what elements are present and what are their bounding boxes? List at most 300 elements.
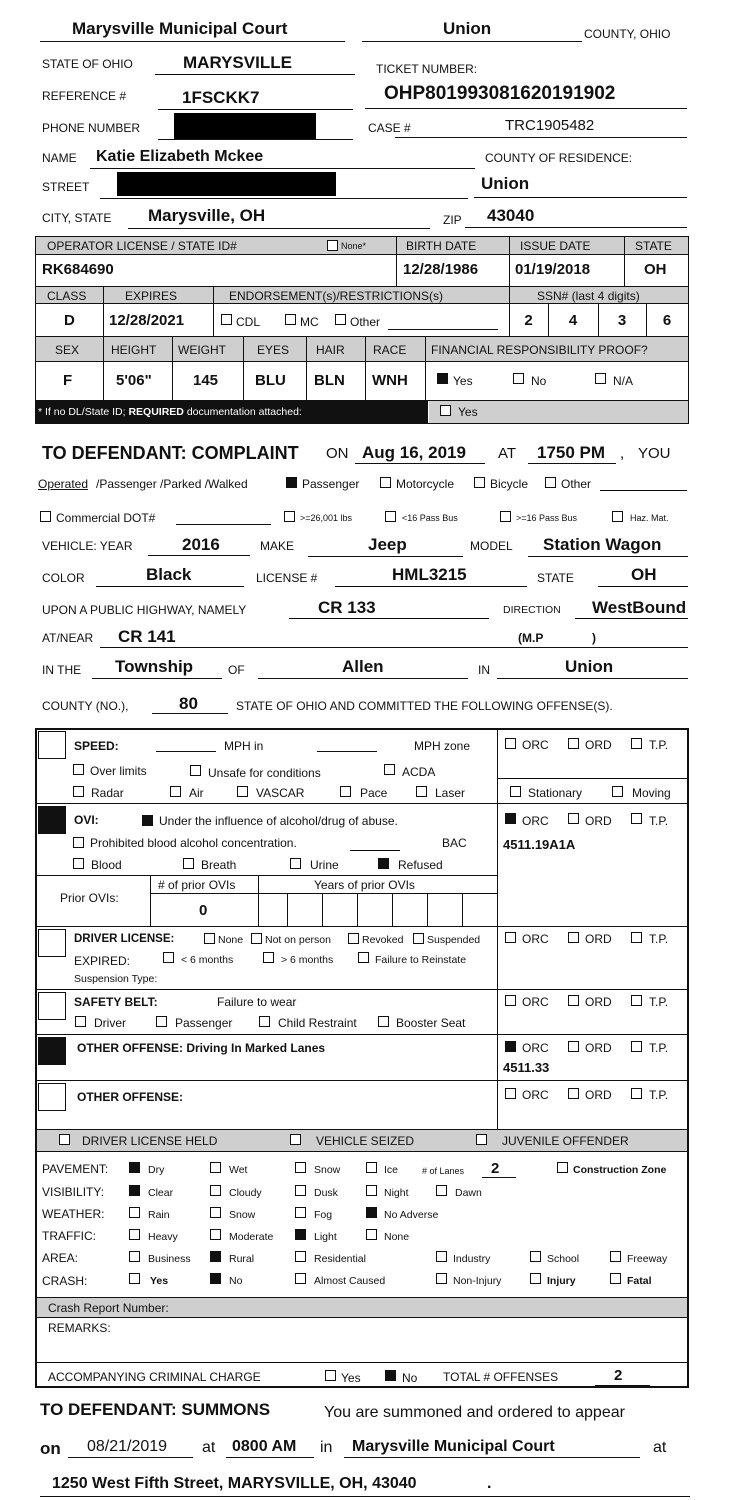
highway-label: UPON A PUBLIC HIGHWAY, NAMELY [42,603,247,617]
radar-checkbox[interactable] [73,786,84,797]
speed-orc: ORC [522,738,549,752]
name-value: Katie Elizabeth Mckee [96,148,264,165]
mph-zone-label: MPH zone [414,739,471,753]
summons-text: You are summoned and ordered to appear [324,1404,625,1421]
weight-value: 145 [193,372,219,389]
summons-date: 08/21/2019 [87,1438,168,1455]
total-offenses-label: TOTAL # OFFENSES [443,1370,559,1384]
direction-value: WestBound [592,598,687,617]
passenger-label: Passenger [302,477,360,491]
school-checkbox[interactable] [530,1251,541,1262]
suspension-type-label: Suspension Type: [74,973,158,985]
ovi-tp-checkbox[interactable] [631,813,642,824]
urine-label: Urine [310,858,339,872]
make-label: MAKE [260,539,295,553]
color-label: COLOR [42,571,85,585]
cloudy-label: Cloudy [229,1187,262,1199]
light-label: Light [314,1231,337,1243]
eyes-label: EYES [257,343,290,357]
other2-orc-checkbox[interactable] [505,1088,516,1099]
zip-label: ZIP [443,213,462,227]
dl-not-on-person-label: Not on person [265,934,331,946]
accompanying-yes-checkbox[interactable] [325,1370,336,1381]
cdl-label: CDL [236,315,261,329]
other1-orc-checkbox[interactable] [505,1041,516,1052]
haz-checkbox[interactable] [612,511,623,522]
accompanying-no-checkbox[interactable] [385,1370,396,1381]
other1-tp: T.P. [649,1041,669,1055]
fin-yes-checkbox[interactable] [437,373,448,384]
belt-tp: T.P. [649,995,669,1009]
fatal-checkbox[interactable] [610,1273,621,1284]
failure-wear-label: Failure to wear [217,995,297,1009]
moving-checkbox[interactable] [612,786,623,797]
dusk-label: Dusk [314,1187,338,1199]
vascar-label: VASCAR [256,786,305,800]
juvenile-checkbox[interactable] [476,1134,487,1145]
dl-none-checkbox[interactable] [204,933,215,944]
belt-ord-checkbox[interactable] [568,995,579,1006]
urine-checkbox[interactable] [290,858,301,869]
city-state-value: Marysville, OH [148,206,266,225]
eyes-value: BLU [255,372,286,389]
fin-no-checkbox[interactable] [513,373,524,384]
rain-checkbox[interactable] [129,1207,140,1218]
crash-no-checkbox[interactable] [210,1273,221,1284]
issue-date-label: ISSUE DATE [520,239,591,253]
fin-na-label: N/A [613,374,634,388]
license-held-checkbox[interactable] [59,1134,70,1145]
mp-close: ) [592,631,596,645]
weather-snow-checkbox[interactable] [210,1207,221,1218]
stationary-label: Stationary [528,786,583,800]
ssn-digit-2: 4 [568,312,578,329]
over-limits-label: Over limits [90,764,147,778]
injury-label: Injury [547,1275,576,1287]
ovi-label: OVI: [74,813,99,827]
other2-tp: T.P. [649,1088,669,1102]
other-endorse-checkbox[interactable] [335,314,346,325]
belt-passenger-label: Passenger [175,1016,233,1030]
unsafe-label: Unsafe for conditions [208,766,321,780]
other1-orc: ORC [522,1041,549,1055]
license-plate-label: LICENSE # [256,571,318,585]
radar-label: Radar [91,786,124,800]
belt-ord: ORD [585,995,612,1009]
issue-date: 01/19/2018 [515,261,591,278]
dl-revoked-label: Revoked [362,934,404,946]
other2-tp-checkbox[interactable] [631,1088,642,1099]
snow-pavement-checkbox[interactable] [295,1162,306,1173]
license-held-label: DRIVER LICENSE HELD [82,1134,218,1148]
other-code-1: 4511.33 [503,1060,550,1075]
unsafe-checkbox[interactable] [190,765,201,776]
injury-checkbox[interactable] [530,1273,541,1284]
bac-label: BAC [442,836,467,850]
belt-orc-checkbox[interactable] [505,995,516,1006]
ice-checkbox[interactable] [366,1162,377,1173]
committed-text: STATE OF OHIO AND COMMITTED THE FOLLOWING OFFENSE(S). [236,699,613,713]
name-label: NAME [42,151,77,165]
license-number: RK684690 [42,261,114,278]
mp-label: (M.P [518,631,544,645]
lbs-checkbox[interactable] [284,511,295,522]
stationary-checkbox[interactable] [510,786,521,797]
belt-driver-label: Driver [94,1016,126,1030]
complaint-date: Aug 16, 2019 [362,443,466,462]
height-label: HEIGHT [111,343,157,357]
weight-label: WEIGHT [178,343,226,357]
accompanying-label: ACCOMPANYING CRIMINAL CHARGE [48,1370,261,1384]
belt-tp-checkbox[interactable] [631,995,642,1006]
residential-label: Residential [314,1253,366,1265]
direction-label: DIRECTION [503,604,561,616]
mph-in-label: MPH in [224,739,264,753]
vehicle-seized-checkbox[interactable] [290,1134,301,1145]
rural-checkbox[interactable] [210,1251,221,1262]
moderate-label: Moderate [229,1231,274,1243]
non-injury-label: Non-Injury [453,1275,502,1287]
expires-label: EXPIRES [125,289,178,303]
other1-tp-checkbox[interactable] [631,1041,642,1052]
speed-label: SPEED: [74,739,119,753]
fin-no-label: No [531,374,547,388]
traffic-none-label: None [384,1231,410,1243]
crash-label: CRASH: [42,1274,88,1288]
street-label: STREET [42,180,90,194]
belt-driver-checkbox[interactable] [75,1016,86,1027]
motorcycle-label: Motorcycle [396,477,455,491]
case-value: TRC1905482 [505,117,595,134]
booster-seat-checkbox[interactable] [378,1016,389,1027]
construction-label: Construction Zone [573,1164,667,1176]
failure-reinstate-checkbox[interactable] [358,952,369,963]
wet-checkbox[interactable] [210,1162,221,1173]
crash-yes-label: Yes [150,1275,169,1287]
license-table [35,236,689,424]
safety-belt-offense-box[interactable] [38,992,66,1020]
crash-no-label: No [229,1275,243,1287]
lt16-checkbox[interactable] [385,511,396,522]
no-adverse-label: No Adverse [384,1209,439,1221]
refused-checkbox[interactable] [378,858,389,869]
complaint-you: YOU [638,445,671,462]
mc-label: MC [300,315,319,329]
ge16-label: >=16 Pass Bus [516,513,578,523]
plate-state-label: STATE [537,571,574,585]
traffic-label: TRAFFIC: [42,1229,96,1243]
class-label: CLASS [47,289,87,303]
ovi-ord-checkbox[interactable] [568,813,579,824]
rural-label: Rural [229,1253,255,1265]
expired-label: EXPIRED: [74,954,131,968]
license-none-checkbox[interactable] [327,240,338,251]
blood-checkbox[interactable] [73,858,84,869]
cloudy-checkbox[interactable] [210,1185,221,1196]
dl-tp: T.P. [649,932,669,946]
sex-value: F [63,372,73,389]
of-label: OF [228,663,245,677]
birth-date-label: BIRTH DATE [406,239,477,253]
court-address: 1250 West Fifth Street, MARYSVILLE, OH, 43040 [52,1475,417,1492]
motorcycle-checkbox[interactable] [380,477,391,488]
passenger-checkbox[interactable] [286,477,297,488]
bicycle-label: Bicycle [490,477,529,491]
reference-label: REFERENCE # [42,89,127,103]
residential-checkbox[interactable] [295,1251,306,1262]
other-offense-2-label: OTHER OFFENSE: [77,1090,184,1104]
class-value: D [64,312,75,329]
crash-report-label: Crash Report Number: [48,1301,169,1315]
county-no-label: COUNTY (NO.), [42,699,129,713]
child-restraint-label: Child Restraint [278,1016,357,1030]
complaint-at: AT [498,445,517,462]
acda-label: ACDA [402,765,436,779]
light-checkbox[interactable] [295,1229,306,1240]
speed-ord: ORD [585,738,612,752]
rain-label: Rain [148,1209,170,1221]
ovi-tp: T.P. [649,814,669,828]
complaint-time: 1750 PM [537,443,606,462]
operator-license-label: OPERATOR LICENSE / STATE ID# [47,239,237,253]
vehicle-year-label: VEHICLE: YEAR [42,539,133,553]
total-offenses: 2 [614,1367,623,1384]
license-none-label: None* [341,241,367,251]
vehicle-seized-label: VEHICLE SEIZED [316,1134,415,1148]
acda-checkbox[interactable] [384,764,395,775]
summons-in: in [320,1439,333,1456]
in-label: IN [478,663,490,677]
summons-court: Marysville Municipal Court [352,1438,555,1455]
other2-orc: ORC [522,1088,549,1102]
other1-ord-checkbox[interactable] [568,1041,579,1052]
other2-ord: ORD [585,1088,612,1102]
bicycle-checkbox[interactable] [474,477,485,488]
laser-checkbox[interactable] [416,786,427,797]
lbs-label: >=26,001 lbs [300,513,353,523]
failure-reinstate-label: Failure to Reinstate [375,954,467,966]
summons-time: 0800 AM [232,1438,297,1455]
crash-yes-checkbox[interactable] [129,1273,140,1284]
dawn-checkbox[interactable] [436,1185,447,1196]
speed-ord-checkbox[interactable] [568,738,579,749]
fog-checkbox[interactable] [295,1207,306,1218]
ovi-offense-box[interactable] [38,806,66,834]
lt6-checkbox[interactable] [163,952,174,963]
lt6-label: < 6 months [181,954,234,966]
ovi-prohibited-label: Prohibited blood alcohol concentration. [90,836,297,850]
cdl-checkbox[interactable] [221,314,232,325]
of-value: Allen [342,657,384,676]
other-vehicle-checkbox[interactable] [545,477,556,488]
pace-label: Pace [360,786,388,800]
lanes-label: # of Lanes [422,1166,465,1176]
construction-checkbox[interactable] [557,1162,568,1173]
dl-ord-checkbox[interactable] [568,932,579,943]
fog-label: Fog [314,1209,333,1221]
county-residence-value: Union [481,174,530,193]
business-checkbox[interactable] [129,1251,140,1262]
moderate-checkbox[interactable] [210,1229,221,1240]
lt16-label: <16 Pass Bus [402,513,458,523]
state-label: STATE OF OHIO [42,57,133,71]
belt-orc: ORC [522,995,549,1009]
dawn-label: Dawn [455,1187,482,1199]
dl-suspended-label: Suspended [427,934,481,946]
accompanying-no-label: No [402,1371,418,1385]
gt6-checkbox[interactable] [263,952,274,963]
county-no: 80 [179,694,198,713]
ge16-checkbox[interactable] [500,511,511,522]
township-value: Township [115,657,194,676]
booster-seat-label: Booster Seat [396,1016,466,1030]
zip-value: 43040 [487,206,535,225]
ovi-influence-label: Under the influence of alcohol/drug of abuse. [159,814,398,828]
non-injury-checkbox[interactable] [436,1273,447,1284]
over-limits-checkbox[interactable] [73,764,84,775]
blood-label: Blood [91,858,122,872]
night-checkbox[interactable] [366,1185,377,1196]
in-value: Union [565,657,614,676]
hair-value: BLN [314,372,345,389]
summons-on: on [40,1439,61,1458]
vascar-checkbox[interactable] [237,786,248,797]
ticket-number: OHP801993081620191902 [384,83,616,104]
heavy-checkbox[interactable] [129,1229,140,1240]
ssn-label: SSN# (last 4 digits) [537,289,640,303]
lanes-value: 2 [491,1160,500,1177]
num-prior-label: # of prior OVIs [158,878,236,892]
other2-ord-checkbox[interactable] [568,1088,579,1099]
ovi-prohibited-checkbox[interactable] [73,837,84,848]
endorsement-label: ENDORSEMENT(s)/RESTRICTIONS(s) [229,289,443,303]
court-name: Marysville Municipal Court [72,19,288,38]
county-residence-label: COUNTY OF RESIDENCE: [485,151,633,165]
county-value: Union [443,19,492,38]
belt-passenger-checkbox[interactable] [156,1016,167,1027]
complaint-comma: , [620,445,625,462]
commercial-checkbox[interactable] [40,511,51,522]
dl-orc-checkbox[interactable] [505,932,516,943]
complaint-title: TO DEFENDANT: COMPLAINT [42,443,299,463]
speed-tp-checkbox[interactable] [631,738,642,749]
industry-label: Industry [453,1253,491,1265]
speed-orc-checkbox[interactable] [505,738,516,749]
ovi-influence-checkbox[interactable] [142,815,153,826]
footnote-yes-checkbox[interactable] [440,405,451,416]
other-offense-1-label: OTHER OFFENSE: Driving In Marked Lanes [77,1041,326,1055]
complaint-on: ON [326,445,349,462]
accompanying-yes-label: Yes [341,1371,361,1385]
school-label: School [547,1253,580,1265]
fin-na-checkbox[interactable] [595,373,606,384]
dl-revoked-checkbox[interactable] [348,933,359,944]
plate-state: OH [631,565,657,584]
footnote-yes-label: Yes [458,405,478,419]
breath-label: Breath [201,858,237,872]
highway-value: CR 133 [318,598,376,617]
visibility-label: VISIBILITY: [42,1185,105,1199]
redacted-phone [174,113,316,139]
juvenile-label: JUVENILE OFFENDER [502,1134,629,1148]
years-prior-label: Years of prior OVIs [314,878,415,892]
breath-checkbox[interactable] [183,858,194,869]
fatal-label: Fatal [627,1275,652,1287]
air-label: Air [189,786,204,800]
race-label: RACE [373,343,407,357]
model-label: MODEL [470,539,513,553]
traffic-none-checkbox[interactable] [366,1229,377,1240]
redacted-street [117,172,336,196]
financial-responsibility-label: FINANCIAL RESPONSIBILITY PROOF? [431,343,648,357]
license-plate: HML3215 [392,565,467,584]
ssn-digit-4: 6 [662,312,672,329]
license-state: OH [644,261,667,278]
freeway-checkbox[interactable] [610,1251,621,1262]
atnear-label: AT/NEAR [42,631,94,645]
expires-value: 12/28/2021 [109,312,185,329]
dusk-checkbox[interactable] [295,1185,306,1196]
reference-value: 1FSCKK7 [182,88,260,107]
pace-checkbox[interactable] [340,786,351,797]
almost-caused-checkbox[interactable] [295,1273,306,1284]
child-restraint-checkbox[interactable] [259,1016,270,1027]
dl-tp-checkbox[interactable] [631,932,642,943]
dl-not-on-person-checkbox[interactable] [251,933,262,944]
ovi-orc-checkbox[interactable] [505,813,516,824]
refused-label: Refused [398,858,443,872]
county-label: COUNTY, OHIO [584,27,671,41]
city-value: MARYSVILLE [183,53,292,72]
vehicle-model: Station Wagon [543,535,662,554]
state-col-label: STATE [635,239,672,253]
dry-checkbox[interactable] [129,1162,140,1173]
race-value: WNH [372,372,408,389]
summons-title: TO DEFENDANT: SUMMONS [40,1400,271,1419]
footnote-text: * If no DL/State ID; REQUIRED documentation attached: [38,406,302,418]
no-adverse-checkbox[interactable] [366,1207,377,1218]
address-period: . [487,1475,492,1492]
clear-checkbox[interactable] [129,1185,140,1196]
mc-checkbox[interactable] [285,314,296,325]
other-offense-2-box[interactable] [38,1083,66,1111]
other-endorse-label: Other [350,315,381,329]
belt-label: SAFETY BELT: [74,995,158,1009]
laser-label: Laser [435,786,466,800]
height-value: 5'06" [116,372,152,389]
ovi-orc: ORC [522,814,549,828]
speed-offense-box[interactable] [38,731,66,759]
air-checkbox[interactable] [170,786,181,797]
wet-label: Wet [229,1164,248,1176]
ovi-ord: ORD [585,814,612,828]
haz-label: Haz. Mat. [630,513,669,523]
dl-ord: ORD [585,932,612,946]
driver-license-offense-box[interactable] [38,929,66,957]
other-offense-1-box[interactable] [38,1037,66,1065]
freeway-label: Freeway [627,1253,668,1265]
snow-pavement-label: Snow [314,1164,341,1176]
fin-yes-label: Yes [453,374,473,388]
sex-label: SEX [55,343,80,357]
other1-ord: ORD [585,1041,612,1055]
summons-at: at [202,1439,216,1456]
dl-suspended-checkbox[interactable] [413,933,424,944]
industry-checkbox[interactable] [436,1251,447,1262]
clear-label: Clear [148,1187,174,1199]
dry-label: Dry [148,1164,165,1176]
heavy-label: Heavy [148,1231,178,1243]
